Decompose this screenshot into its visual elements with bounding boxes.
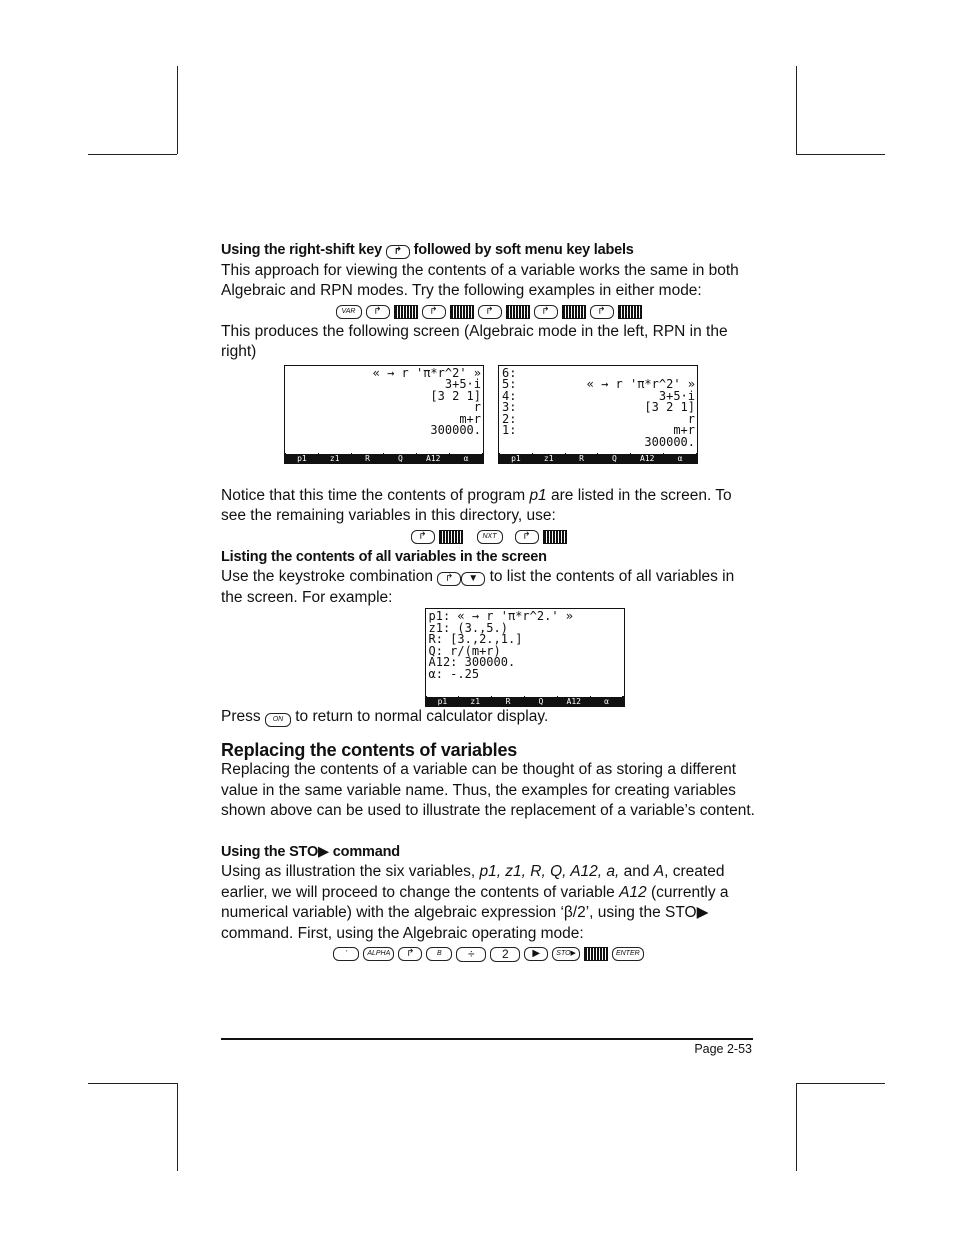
variable-name: A12 [619,883,647,901]
beta-key-icon: B [426,947,452,961]
soft-menu-label: Q [384,453,416,463]
screen-line: m+r [459,411,481,426]
text: , created earlier, we will proceed to change the contents of variable [221,863,725,901]
screen-line: r [473,400,481,414]
screen-line: 3+5·i [658,388,695,403]
variable-name: A [653,863,665,880]
paragraph: Replacing the contents of a variable can be thought of as storing a different value in the same variable name. Thus, the examples for creating variables shown above can be used to illustrate the replacement of a variable’s content. [221,761,755,819]
screen-line: 3+5·i [444,377,481,391]
soft-menu-label: A12 [558,696,590,706]
soft-menu-key-icon [618,305,642,319]
stack-level: 6: [502,365,517,380]
calculator-screens [221,365,756,464]
text: and [619,863,654,880]
soft-menu-key-icon [394,305,418,319]
keystroke-sequence [221,302,756,322]
screen-line: 300000. [644,434,695,449]
right-shift-key-icon: ↱ [590,305,614,319]
stack-level: 3: [502,400,517,414]
paragraph [221,567,756,608]
screen-line: z1: (3.,5.) [428,620,508,635]
soft-menu-key-icon [584,947,608,961]
soft-menu-label: p1 [427,696,459,706]
soft-menu-bar [426,696,624,706]
screen-line: r [687,411,695,426]
enter-key-icon: ENTER [612,947,644,961]
soft-menu-key-icon [562,305,586,319]
paragraph: This produces the following screen (Algebraic mode in the left, RPN in the right) [221,322,728,360]
soft-menu-label: A12 [631,453,663,463]
alpha-key-icon: ALPHA [363,947,394,961]
soft-menu-label: p1 [286,453,318,463]
stack-level: 4: [502,388,517,403]
soft-menu-key-icon [506,305,530,319]
subheading-text: Using the right-shift key [221,242,382,258]
right-shift-key-icon: ↱ [478,305,502,319]
soft-menu-bar [499,453,697,463]
on-key-icon: ON [265,713,291,727]
text: Use the keystroke combination [221,568,433,585]
soft-menu-label: R [566,453,598,463]
screen-line: Q: r/(m+r) [428,643,501,658]
divide-key-icon: ÷ [456,947,486,962]
tick-key-icon: ' [333,947,359,961]
subheading-sto: Using the STO▶ command [221,843,400,860]
page-content [221,240,756,964]
screen-line: p1: « → r 'π*r^2.' » [428,609,573,623]
screen-line: « → r 'π*r^2' » [372,365,481,380]
soft-menu-label: R [352,453,384,463]
crop-mark [796,154,885,155]
right-shift-key-icon: ↱ [534,305,558,319]
crop-mark [796,66,797,154]
screen-line: [3 2 1] [644,400,695,414]
paragraph [221,486,756,527]
paragraph: This approach for viewing the contents of a variable works the same in both Algebraic and RPN modes. Try the following examples in either mode: [221,261,739,299]
crop-mark [796,1083,797,1171]
calculator-screen-algebraic [284,365,484,464]
soft-menu-label: z1 [319,453,351,463]
text: to return to normal calculator display. [295,708,549,725]
stack-level: 5: [502,377,517,391]
calculator-screen-rpn [498,365,698,464]
text: (currently a numerical variable) with the algebraic expression ‘β/2’, using the STO▶ command. First, using the Algebraic operating mode: [221,883,729,942]
text: are listed in the screen. To see the remaining variables in this directory, use: [221,486,732,524]
subheading-right-shift [221,240,756,261]
right-arrow-key-icon: ▶ [524,947,548,961]
right-shift-key-icon: ↱ [422,305,446,319]
stack-level: 1: [502,423,517,437]
footer-rule [221,1038,753,1040]
text: Notice that this time the contents of program [221,486,530,504]
crop-mark [796,1083,885,1084]
text: Press [221,708,261,725]
screen-line: [3 2 1] [430,388,481,403]
soft-menu-label: α [450,453,482,463]
stack-levels [502,365,520,449]
nxt-key-icon: NXT [477,530,503,544]
paragraph [221,862,756,944]
crop-mark [88,154,177,155]
soft-menu-label: z1 [459,696,491,706]
soft-menu-bar [285,453,483,463]
soft-menu-label: α [664,453,696,463]
screen-line: 300000. [430,423,481,437]
soft-menu-label: p1 [500,453,532,463]
crop-mark [88,1083,177,1084]
sto-key-icon: STO▶ [552,947,580,961]
calculator-screen-list [425,608,625,707]
text: to list the contents of all variables in the screen. For example: [221,568,735,606]
crop-mark [177,1083,178,1171]
screen-line: α: -.25 [428,666,480,681]
right-shift-key-icon: ↱ [411,530,435,544]
down-arrow-key-icon: ▼ [461,572,485,586]
subheading-listing: Listing the contents of all variables in the screen [221,548,547,565]
right-shift-key-icon: ↱ [515,530,539,544]
right-shift-key-icon: ↱ [398,947,422,961]
screen-line: m+r [673,423,695,437]
soft-menu-label: A12 [417,453,449,463]
text: Using as illustration the six variables, [221,863,480,880]
right-shift-key-icon: ↱ [386,245,410,259]
soft-menu-label: Q [525,696,557,706]
soft-menu-label: R [492,696,524,706]
page-number: Page 2-53 [694,1042,752,1056]
soft-menu-key-icon [439,530,463,544]
screen-line: A12: 300000. [428,655,516,669]
variable-names: p1, z1, R, Q, A12, a, [479,863,620,880]
screen-line: R: [3.,2.,1.] [428,632,523,646]
soft-menu-label: Q [598,453,630,463]
stack-level: 2: [502,411,517,426]
subheading-text: followed by soft menu key labels [413,242,634,258]
soft-menu-key-icon [543,530,567,544]
section-title: Replacing the contents of variables [221,739,518,760]
paragraph [221,707,756,728]
soft-menu-label: α [591,696,623,706]
keystroke-sequence [221,944,756,964]
two-key-icon: 2 [490,947,520,962]
right-shift-key-icon: ↱ [437,572,461,586]
soft-menu-key-icon [450,305,474,319]
var-key-icon: VAR [336,305,362,319]
soft-menu-label: z1 [533,453,565,463]
screen-line: « → r 'π*r^2' » [586,377,695,391]
right-shift-key-icon: ↱ [366,305,390,319]
keystroke-sequence [221,527,756,547]
variable-name: p1 [529,486,547,504]
crop-mark [177,66,178,154]
